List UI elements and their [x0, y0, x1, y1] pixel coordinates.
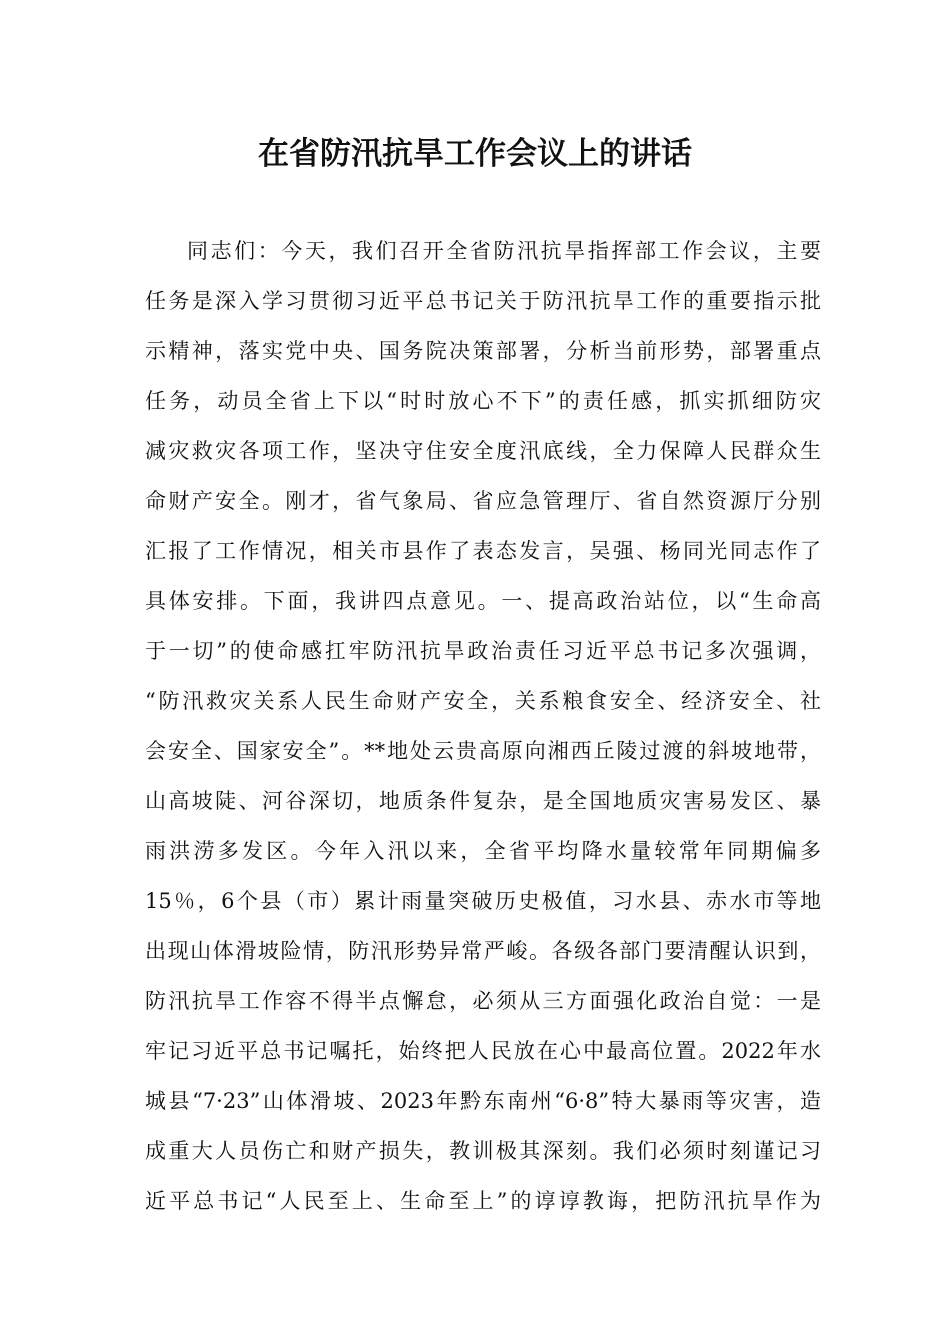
paragraph-line: 15％，6个县（市）累计雨量突破历史极值，习水县、赤水市等地	[145, 889, 821, 913]
paragraph-line: 防汛抗旱工作容不得半点懈怠，必须从三方面强化政治自觉：一是	[145, 989, 821, 1013]
paragraph-line: 出现山体滑坡险情，防汛形势异常严峻。各级各部门要清醒认识到，	[145, 939, 821, 963]
paragraph-line: 山高坡陡、河谷深切，地质条件复杂，是全国地质灾害易发区、暴	[145, 789, 821, 813]
paragraph-line: 会安全、国家安全”。**地处云贵高原向湘西丘陵过渡的斜坡地带，	[145, 739, 821, 763]
paragraph-line: 雨洪涝多发区。今年入汛以来，全省平均降水量较常年同期偏多	[145, 839, 821, 863]
paragraph-line: 示精神，落实党中央、国务院决策部署，分析当前形势，部署重点	[145, 339, 821, 363]
paragraph-line: 同志们：今天，我们召开全省防汛抗旱指挥部工作会议，主要	[187, 239, 821, 263]
paragraph-line: 牢记习近平总书记嘱托，始终把人民放在心中最高位置。2022年水	[145, 1039, 821, 1063]
paragraph-line: 任务是深入学习贯彻习近平总书记关于防汛抗旱工作的重要指示批	[145, 289, 821, 313]
paragraph-line: “防汛救灾关系人民生命财产安全，关系粮食安全、经济安全、社	[145, 689, 821, 713]
paragraph-line: 城县“7·23”山体滑坡、2023年黔东南州“6·8”特大暴雨等灾害，造	[145, 1089, 821, 1113]
paragraph-line: 具体安排。下面，我讲四点意见。一、提高政治站位，以“生命高	[145, 589, 821, 613]
paragraph-line: 于一切”的使命感扛牢防汛抗旱政治责任习近平总书记多次强调，	[145, 639, 821, 663]
paragraph-line: 任务，动员全省上下以“时时放心不下”的责任感，抓实抓细防灾	[145, 389, 821, 413]
speech-body	[145, 226, 821, 1226]
paragraph-line: 命财产安全。刚才，省气象局、省应急管理厅、省自然资源厅分别	[145, 489, 821, 513]
paragraph-line: 汇报了工作情况，相关市县作了表态发言，吴强、杨同光同志作了	[145, 539, 821, 563]
page-title: 在省防汛抗旱工作会议上的讲话	[258, 136, 692, 172]
paragraph-line: 成重大人员伤亡和财产损失，教训极其深刻。我们必须时刻谨记习	[145, 1139, 821, 1163]
paragraph-line: 减灾救灾各项工作，坚决守住安全度汛底线，全力保障人民群众生	[145, 439, 821, 463]
paragraph-line: 近平总书记“人民至上、生命至上”的谆谆教诲，把防汛抗旱作为	[145, 1189, 821, 1213]
